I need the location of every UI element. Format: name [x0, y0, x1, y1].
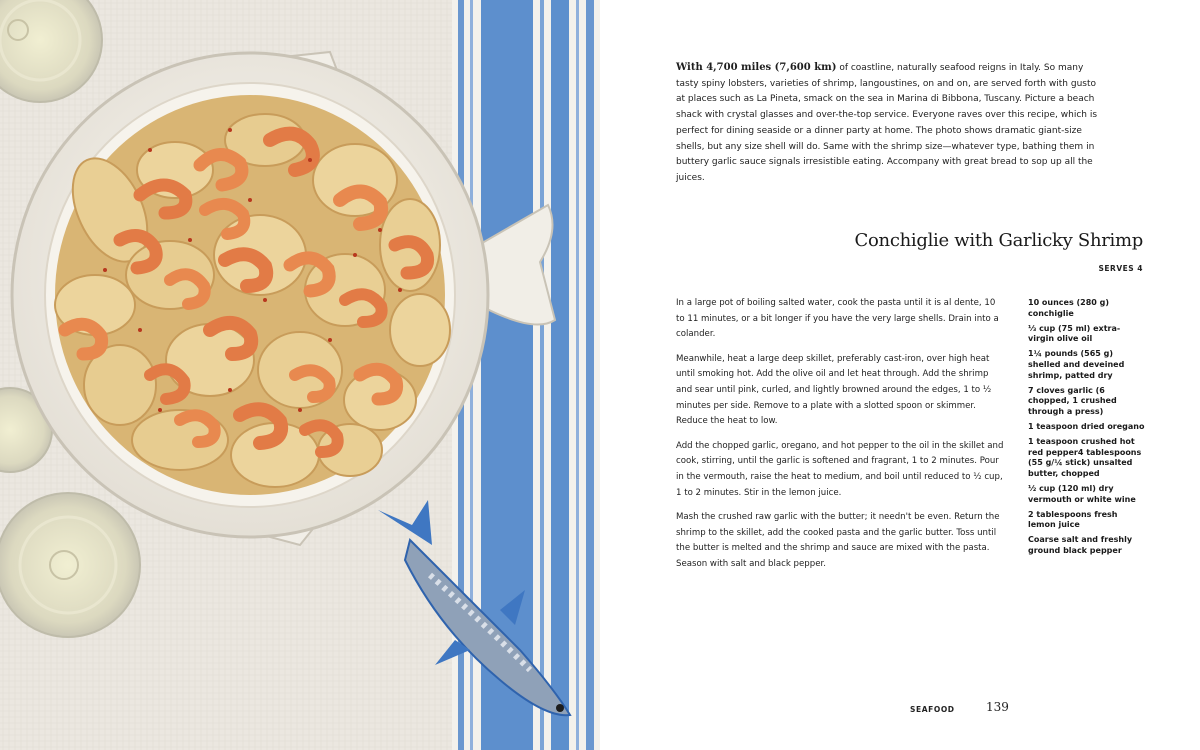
ingredient-item: 1 teaspoon dried oregano: [1028, 421, 1145, 431]
method-steps: [676, 296, 1004, 582]
section-label: SEAFOOD: [910, 705, 955, 714]
ingredient-item: 1¼ pounds (565 g) shelled and deveined shrimp, patted dry: [1028, 349, 1125, 380]
ingredient-item: 10 ounces (280 g) conchiglie: [1028, 298, 1110, 318]
ingredient-item: ⅓ cup (75 ml) extra-virgin olive oil: [1028, 323, 1121, 344]
ingredient-list: [1028, 298, 1146, 561]
method-step: Mash the crushed raw garlic with the butter; it needn't be even. Return the shrimp to the skillet, add the cooked pasta and the garlic butter. Toss until the butter is melted and the shrimp and sauce are mixed with the pasta. Season with salt and black pepper.: [676, 512, 1000, 569]
ingredient-item: 7 cloves garlic (6 chopped, 1 crushed through a press): [1028, 385, 1117, 417]
ingredient-item: 2 tablespoons fresh lemon juice: [1028, 509, 1118, 530]
page-number: 139: [986, 700, 1009, 714]
recipe-title: Conchiglie with Garlicky Shrimp: [854, 230, 1143, 251]
method-step: Meanwhile, heat a large deep skillet, preferably cast-iron, over high heat until smoking hot. Add the olive oil and let heat through. Add the shrimp and sear until pink, curled, and lightly browned around the edges, 1 to ½ minutes per side. Remove to a plate with a slotted spoon or skimmer. Reduce the heat to low.: [676, 353, 992, 427]
serves-label: SERVES 4: [1098, 264, 1143, 273]
method-step: In a large pot of boiling salted water, cook the pasta until it is al dente, 10 to 11 minutes, or a bit longer if you have the very large shells. Drain into a colander.: [676, 298, 999, 340]
intro-text: of coastline, naturally seafood reigns in Italy. So many tasty spiny lobsters, varieties of shrimp, langoustines, on and on, are served forth with gusto at places such as La Pineta, smack on the sea in Marina di Bibbona, Tuscany. Picture a beach shack with crystal glasses and over-the-top service. Everyone raves over this recipe, which is perfect for dining seaside or a dinner party at home. The photo shows dramatic giant-size shells, but any size shell will do. Same with the shrimp size—whatever type, bathing them in buttery garlic sauce signals irresistible eating. Accompany with great bread to sop up all the juices.: [676, 63, 1098, 183]
intro-paragraph: [676, 60, 1103, 187]
wine-glass: [0, 493, 140, 637]
method-step: Add the chopped garlic, oregano, and hot pepper to the oil in the skillet and cook, stirring, until the garlic is softened and fragrant, 1 to 2 minutes. Pour in the vermouth, raise the heat to medium, and boil until reduced to ½ cup, 1 to 2 minutes. Stir in the lemon juice.: [676, 440, 1004, 498]
ingredient-item: ½ cup (120 ml) dry vermouth or white wine: [1028, 483, 1136, 504]
intro-lead: With 4,700 miles (7,600 km): [676, 62, 837, 73]
recipe-page: [600, 0, 1200, 750]
ingredient-item: 1 teaspoon crushed hot red pepper4 tablespoons (55 g/¼ stick) unsalted butter, chopped: [1028, 436, 1142, 479]
ingredient-item: Coarse salt and freshly ground black pepper: [1028, 535, 1133, 555]
